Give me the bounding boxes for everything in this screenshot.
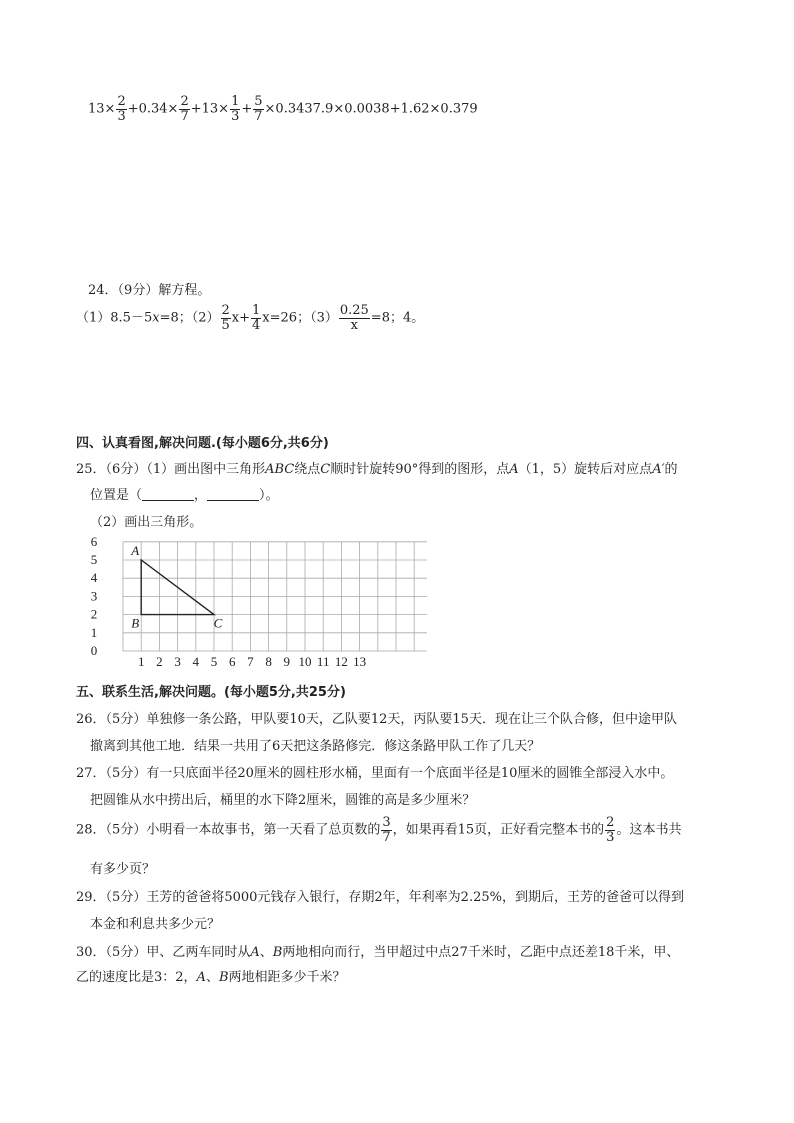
fraction: $\frac{2}{3}$ xyxy=(606,815,615,845)
y-tick-label: 0 xyxy=(90,643,98,658)
q30-line2: 乙的速度比是3：2，A、B两地相距多少千米？ xyxy=(76,970,346,985)
q27-line1: 27．（5分）有一只底面半径20厘米的圆柱形水桶，里面有一个底面半径是10厘米的圆锥全部浸入水中。 xyxy=(76,766,674,781)
x-tick-label: 6 xyxy=(228,654,236,669)
q28-line2: 有多少页？ xyxy=(90,862,156,877)
q25-line1: 25．（6分）（1）画出图中三角形ABC绕点C顺时针旋转90°得到的图形，点A（1，5）旋转后对应点A′的 xyxy=(76,462,678,477)
fraction: $\frac{1}{3}$ xyxy=(231,94,240,124)
q29-line2: 本金和利息共多少元？ xyxy=(90,917,221,932)
section-4-heading: 四、认真看图,解决问题.(每小题6分,共6分) xyxy=(76,436,329,451)
q30-line1: 30．（5分）甲、乙两车同时从A、B两地相向而行，当甲超过中点27千米时，乙距中点还差18千米，甲、 xyxy=(76,945,680,960)
vertex-label-a: A xyxy=(131,543,140,558)
fraction: $\frac{1}{4}$ xyxy=(252,303,261,333)
x-tick-label: 10 xyxy=(298,654,312,669)
y-tick-label: 4 xyxy=(90,570,98,586)
section-5-heading: 五、联系生活,解决问题。(每小题5分,共25分) xyxy=(76,685,346,700)
x-tick-label: 5 xyxy=(210,654,218,669)
vertex-label-c: C xyxy=(213,615,223,631)
coordinate-grid xyxy=(86,534,436,674)
x-tick-label: 2 xyxy=(156,654,163,669)
y-tick-label: 1 xyxy=(90,624,98,640)
fraction: $\frac{5}{7}$ xyxy=(254,94,263,124)
x-tick-label: 1 xyxy=(137,654,145,669)
x-tick-label: 11 xyxy=(316,654,330,669)
answer-blank[interactable] xyxy=(142,488,194,501)
x-tick-label: 8 xyxy=(265,654,272,669)
y-tick-label: 5 xyxy=(90,552,98,567)
fraction: $\frac{3}{7}$ xyxy=(382,815,391,845)
x-tick-label: 3 xyxy=(174,654,181,669)
x-tick-label: 9 xyxy=(283,654,291,669)
vertex-label-b: B xyxy=(131,615,140,631)
fraction: $\frac{0.25}{x}$ xyxy=(339,303,369,333)
q25-line3: （2）画出三角形。 xyxy=(90,515,203,530)
y-tick-label: 3 xyxy=(90,588,98,604)
answer-blank[interactable] xyxy=(207,488,259,501)
x-tick-label: 4 xyxy=(192,654,200,669)
x-tick-label: 13 xyxy=(353,654,367,669)
y-tick-label: 2 xyxy=(90,606,98,622)
y-tick-label: 6 xyxy=(90,534,98,549)
q29-line1: 29．（5分）王芳的爸爸将5000元钱存入银行，存期2年，年利率为2.25%，到期后，王芳的爸爸可以得到 xyxy=(76,890,684,905)
x-tick-label: 7 xyxy=(247,654,254,669)
q23-expression: 13× $\frac{2}{3}$ +0.34× $\frac{2}{7}$ +13× $\frac{1}{3}$ + $\frac{5}{7}$ ×0.3437.9×0.0038+1.62×0.379 xyxy=(88,94,478,124)
fraction: $\frac{2}{5}$ xyxy=(221,303,230,333)
x-tick-label: 12 xyxy=(334,654,348,669)
q25-line2: 位置是（ ， ）。 xyxy=(90,488,279,503)
fraction: $\frac{2}{3}$ xyxy=(117,94,126,124)
fraction: $\frac{2}{7}$ xyxy=(180,94,189,124)
q26-line2: 撤离到其他工地．结果一共用了6天把这条路修完．修这条路甲队工作了几天？ xyxy=(90,739,541,754)
q27-line2: 把圆锥从水中捞出后，桶里的水下降2厘米，圆锥的高是多少厘米？ xyxy=(90,793,476,808)
q24-title: 24．（9分）解方程。 xyxy=(88,283,211,298)
q26-line1: 26．（5分）单独修一条公路，甲队要10天，乙队要12天，丙队要15天．现在让三个队合修，但中途甲队 xyxy=(76,712,677,727)
q28-line1: 28．（5分）小明看一本故事书，第一天看了总页数的 $\frac{3}{7}$ ，如果再看15页，正好看完整本书的 $\frac{2}{3}$ 。这本书共 xyxy=(76,815,682,845)
q24-equations: （1）8.5－5x=8；（2） $\frac{2}{5}$ x+ $\frac{1}{4}$ x=26；（3） $\frac{0.25}{x}$ =8；4。 xyxy=(76,303,425,333)
